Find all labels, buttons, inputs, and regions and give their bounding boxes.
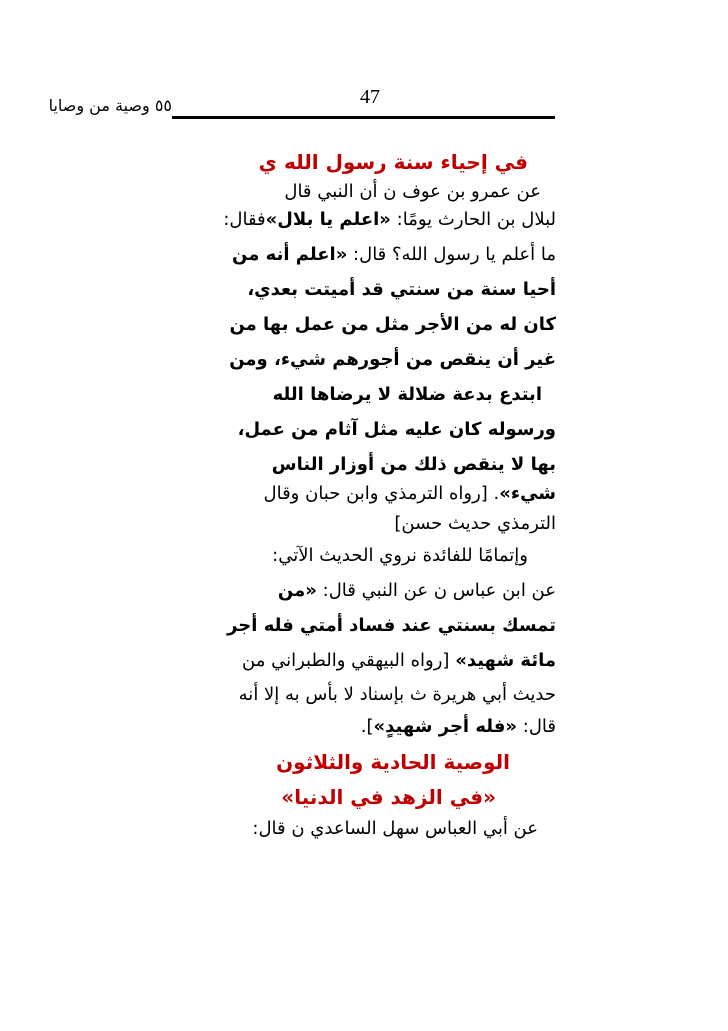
running-header: ٥٥ وصية من وصايا xyxy=(48,96,172,115)
hadith-line: الترمذي حديث حسن] xyxy=(394,513,556,534)
hadith-line: ابتدع بدعة ضلالة لا يرضاها الله xyxy=(272,384,542,405)
chapter-first-line: عن أبي العباس سهل الساعدي ن قال: xyxy=(252,818,538,839)
hadith-line: بها لا ينقص ذلك من أوزار الناس xyxy=(271,454,556,475)
hadith-line: ورسوله كان عليه مثل آثام من عمل، xyxy=(237,419,556,440)
hadith-line: لبلال بن الحارث يومًا: «اعلم يا بلال»فقال: xyxy=(223,209,556,230)
hadith-line: حديث أبي هريرة ث بإسناد لا بأس به إلا أنه xyxy=(238,684,556,705)
hadith-line: كان له من الأجر مثل من عمل بها من xyxy=(229,314,556,335)
hadith-line: أحيا سنة من سنتي قد أميتت بعدي، xyxy=(247,279,556,300)
header-rule xyxy=(172,116,555,119)
hadith-line: عن عمرو بن عوف ن أن النبي قال xyxy=(284,181,541,202)
page-number: 47 xyxy=(360,86,380,108)
hadith-line: شيء». [رواه الترمذي وابن حبان وقال xyxy=(263,483,556,504)
hadith-line: تمسك بسنتي عند فساد أمتي فله أجر xyxy=(227,615,556,636)
hadith-line: غير أن ينقص من أجورهم شيء، ومن xyxy=(229,349,556,370)
hadith-line: عن ابن عباس ن عن النبي قال: «من xyxy=(277,580,556,601)
hadith-line: ما أعلم يا رسول الله؟ قال: «اعلم أنه من xyxy=(232,244,556,265)
chapter-title: الوصية الحادية والثلاثون xyxy=(276,750,510,774)
section-heading: في إحياء سنة رسول الله ي xyxy=(258,150,528,174)
hadith-line: قال: «فله أجر شهيدٍ»]. xyxy=(360,716,556,737)
chapter-subtitle: «في الزهد في الدنيا» xyxy=(281,785,496,809)
hadith-line: مائة شهيد» [رواه البيهقي والطبراني من xyxy=(242,650,556,671)
section-intro: وإتمامًا للفائدة نروي الحديث الآتي: xyxy=(272,545,528,566)
